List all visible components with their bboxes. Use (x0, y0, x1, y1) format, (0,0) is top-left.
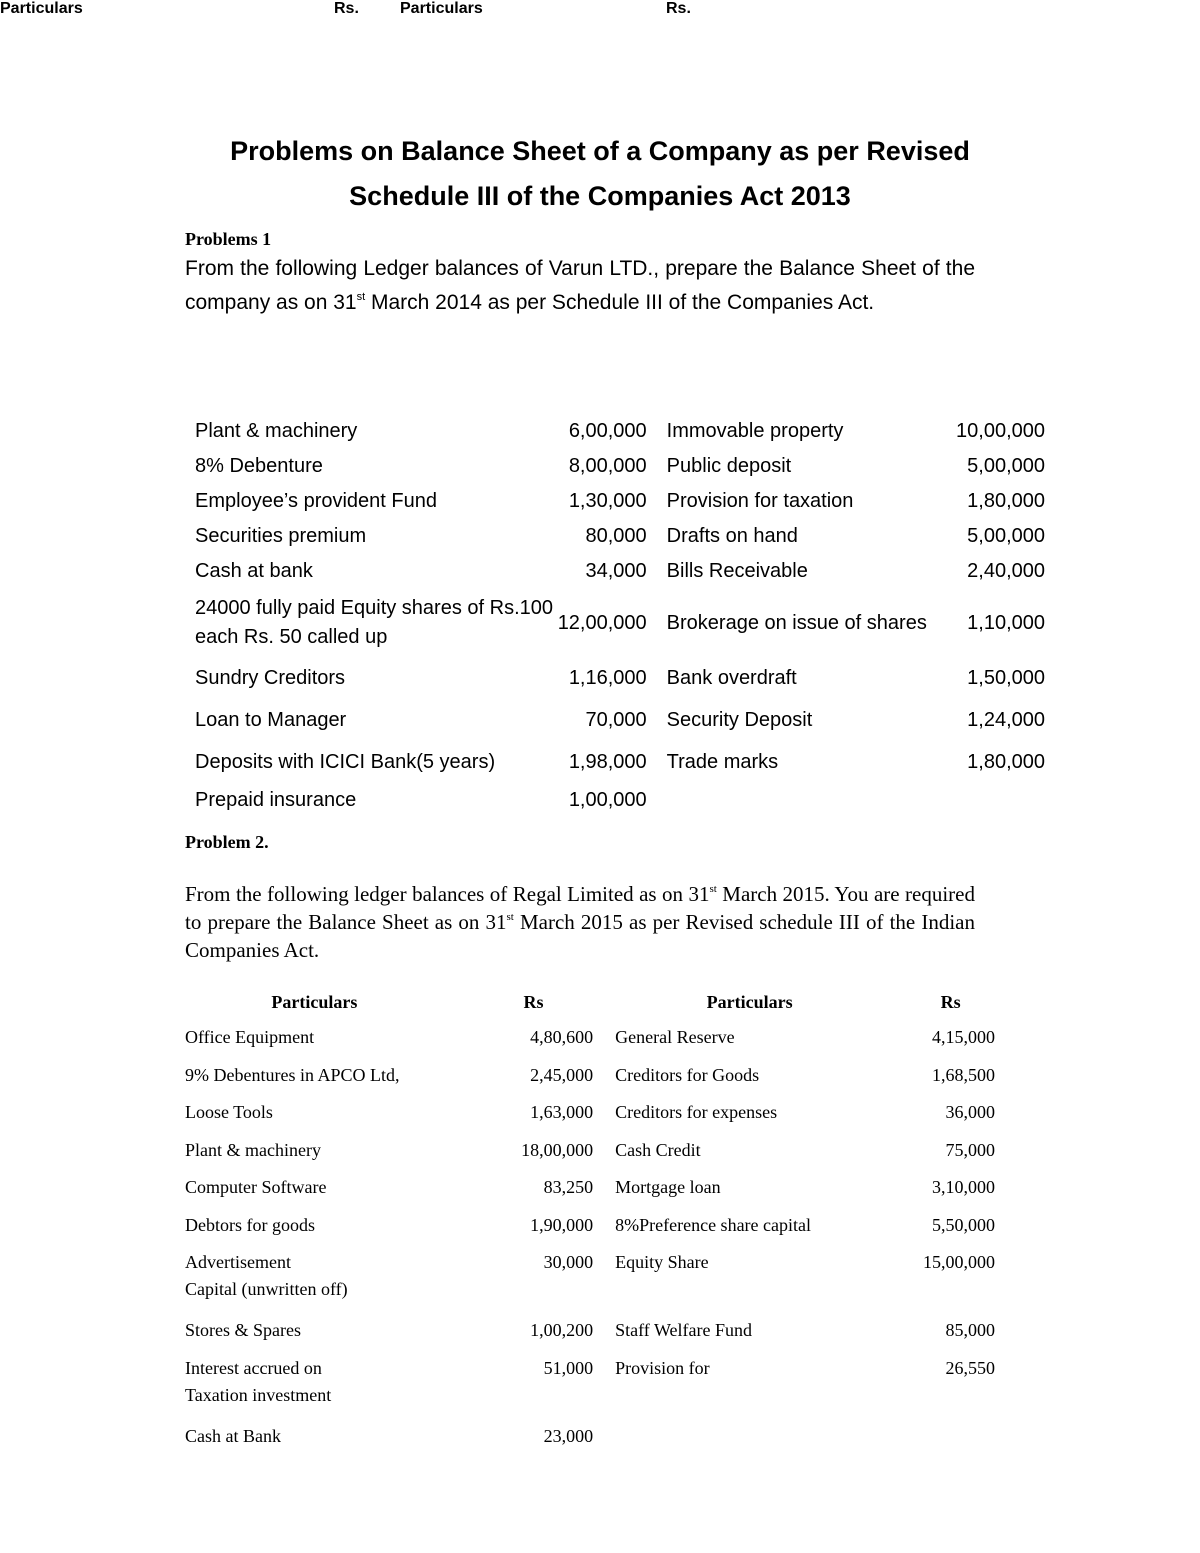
problem1-text-part2: March 2014 as per Schedule III of the Companies Act. (365, 291, 875, 314)
problem2-text-part1: From the following ledger balances of Regal Limited as on 31 (185, 882, 710, 906)
header-rs-2: Rs. (666, 0, 691, 17)
table-row (185, 1171, 995, 1209)
amount-cell: 1,16,000 (568, 666, 647, 689)
particulars-cell: Loan to Manager (195, 708, 347, 731)
amount-cell: 15,00,000 (923, 1252, 995, 1272)
particulars-cell (185, 1352, 444, 1420)
problem1-text-sup: st (356, 291, 366, 303)
amount-cell: 1,80,000 (967, 490, 1045, 512)
table-row (185, 449, 1045, 484)
header-rs-2: Rs (940, 991, 961, 1012)
particulars-cell: Security Deposit (666, 708, 813, 731)
particulars-cell: Plant & machinery (185, 1139, 321, 1160)
particulars-cell: Prepaid insurance (195, 789, 357, 811)
particulars-cell (667, 783, 931, 818)
particulars-line1: Advertisement (185, 1252, 291, 1272)
particulars-cell (185, 1246, 444, 1314)
particulars-cell: Provision for taxation (666, 490, 854, 512)
table-header-row (185, 983, 995, 1021)
amount-cell: 1,00,200 (530, 1320, 594, 1340)
table-row (185, 519, 1045, 554)
particulars-cell: Bills Receivable (666, 560, 808, 582)
amount-cell: 6,00,000 (568, 420, 647, 442)
problem2-text-sup1: st (709, 883, 717, 895)
particulars-cell: Office Equipment (185, 1027, 315, 1047)
particulars-cell: Deposits with ICICI Bank(5 years) (195, 750, 496, 773)
particulars-cell: Plant & machinery (195, 420, 358, 442)
table-row (185, 699, 1045, 741)
amount-cell: 10,00,000 (956, 420, 1045, 442)
amount-cell: 12,00,000 (557, 611, 647, 634)
table-row (185, 1314, 995, 1352)
amount-cell: 1,98,000 (568, 750, 647, 773)
table-row (185, 783, 1045, 818)
particulars-cell: Creditors for Goods (615, 1064, 760, 1085)
amount-cell: 26,550 (945, 1357, 995, 1378)
particulars-cell: 9% Debentures in APCO Ltd, (185, 1064, 400, 1085)
table-row (185, 484, 1045, 519)
amount-cell: 4,80,600 (530, 1027, 594, 1047)
particulars-cell: Immovable property (666, 420, 844, 442)
page-title: Problems on Balance Sheet of a Company as per Revised (230, 136, 970, 166)
problem2-text (185, 880, 975, 964)
particulars-cell: Cash at bank (195, 560, 313, 582)
particulars-cell: Sundry Creditors (195, 666, 346, 689)
table-row (185, 1096, 995, 1134)
particulars-cell: Computer Software (185, 1177, 327, 1197)
amount-cell: 3,10,000 (932, 1177, 995, 1197)
particulars-cell: Provision for (615, 1357, 710, 1378)
particulars-line1: Interest accrued on (185, 1357, 322, 1378)
problem2-heading: Problem 2. (185, 832, 269, 852)
particulars-cell: 8%Preference share capital (615, 1214, 812, 1235)
table-row (185, 741, 1045, 783)
header-rs: Rs (523, 991, 544, 1012)
problem2-text-part2: March 2015. You are required to prepare the Balance Sheet as on 31 (185, 882, 975, 934)
particulars-cell: 24000 fully paid Equity shares of Rs.100 each Rs. 50 called up (195, 597, 553, 648)
problem1-text-part1: From the following Ledger balances of Varun LTD., prepare the Balance Sheet of the company as on 31 (185, 257, 975, 314)
particulars-cell (593, 1420, 906, 1458)
amount-cell: 2,40,000 (967, 560, 1045, 582)
problem2-ledger-table (185, 983, 995, 1457)
amount-cell: 1,90,000 (530, 1214, 594, 1235)
particulars-cell: 8% Debenture (195, 455, 323, 477)
particulars-cell: Mortgage loan (615, 1177, 721, 1197)
particulars-cell: Drafts on hand (666, 525, 798, 547)
amount-cell: 5,00,000 (967, 525, 1045, 547)
amount-cell: 30,000 (543, 1252, 594, 1272)
particulars-cell: Cash at Bank (185, 1425, 281, 1446)
particulars-cell: Brokerage on issue of shares (666, 611, 927, 634)
amount-cell: 8,00,000 (568, 455, 647, 477)
problem1-ledger-table (185, 414, 1045, 818)
table-row (185, 1059, 995, 1097)
table-row (185, 1021, 995, 1059)
particulars-line2: Capital (unwritten off) (185, 1279, 348, 1299)
problem2-text-sup2: st (506, 911, 514, 923)
particulars-cell: Creditors for expenses (615, 1102, 778, 1122)
particulars-line2: Taxation investment (185, 1384, 332, 1405)
particulars-cell: Cash Credit (615, 1139, 701, 1160)
amount-cell: 5,00,000 (967, 455, 1045, 477)
amount-cell: 1,24,000 (967, 708, 1045, 731)
problem1-heading: Problems 1 (185, 229, 272, 249)
amount-cell: 85,000 (945, 1320, 995, 1340)
amount-cell: 83,250 (543, 1177, 594, 1197)
amount-cell: 1,80,000 (967, 750, 1045, 773)
amount-cell: 80,000 (585, 525, 647, 547)
header-rs: Rs. (334, 0, 359, 17)
amount-cell: 4,15,000 (932, 1027, 995, 1047)
particulars-cell: Equity Share (615, 1252, 709, 1272)
particulars-cell: General Reserve (615, 1027, 735, 1047)
header-particulars-2: Particulars (706, 991, 793, 1012)
table-row (185, 1209, 995, 1247)
particulars-cell: Employee’s provident Fund (195, 490, 437, 512)
problem2-text-part3: March 2015 as per Revised schedule III of the Indian Companies Act. (185, 910, 976, 962)
table-row (185, 657, 1045, 699)
page-subtitle: Schedule III of the Companies Act 2013 (349, 181, 851, 211)
amount-cell: 1,00,000 (568, 789, 647, 811)
amount-cell: 1,63,000 (530, 1102, 594, 1122)
particulars-cell: Staff Welfare Fund (615, 1320, 752, 1340)
amount-cell: 1,50,000 (967, 666, 1045, 689)
table-row (185, 589, 1045, 657)
amount-cell: 23,000 (543, 1425, 594, 1446)
table-row (185, 414, 1045, 449)
amount-cell: 51,000 (543, 1357, 594, 1378)
particulars-cell: Public deposit (666, 455, 792, 477)
problem1-text (185, 252, 975, 320)
particulars-cell: Bank overdraft (666, 666, 797, 689)
amount-cell: 2,45,000 (530, 1064, 594, 1085)
particulars-cell: Debtors for goods (185, 1214, 315, 1235)
header-particulars: Particulars (271, 991, 358, 1012)
amount-cell (930, 783, 1045, 818)
header-particulars: Particulars (0, 0, 83, 17)
table-row (185, 1420, 995, 1458)
amount-cell: 18,00,000 (521, 1139, 594, 1160)
table-row (185, 1246, 995, 1314)
amount-cell: 34,000 (585, 560, 647, 582)
amount-cell: 75,000 (945, 1139, 995, 1160)
amount-cell (906, 1420, 995, 1458)
amount-cell: 1,68,500 (932, 1064, 995, 1085)
header-particulars-2: Particulars (400, 0, 483, 17)
particulars-cell: Loose Tools (185, 1102, 273, 1122)
particulars-cell: Securities premium (195, 525, 367, 547)
amount-cell: 1,30,000 (568, 490, 647, 512)
amount-cell: 5,50,000 (932, 1214, 995, 1235)
table-row (185, 1134, 995, 1172)
table-row (185, 1352, 995, 1420)
particulars-cell: Trade marks (666, 750, 779, 773)
particulars-cell: Stores & Spares (185, 1320, 301, 1340)
amount-cell: 70,000 (585, 708, 647, 731)
amount-cell: 1,10,000 (967, 611, 1045, 634)
amount-cell: 36,000 (945, 1102, 995, 1122)
table-row (185, 554, 1045, 589)
